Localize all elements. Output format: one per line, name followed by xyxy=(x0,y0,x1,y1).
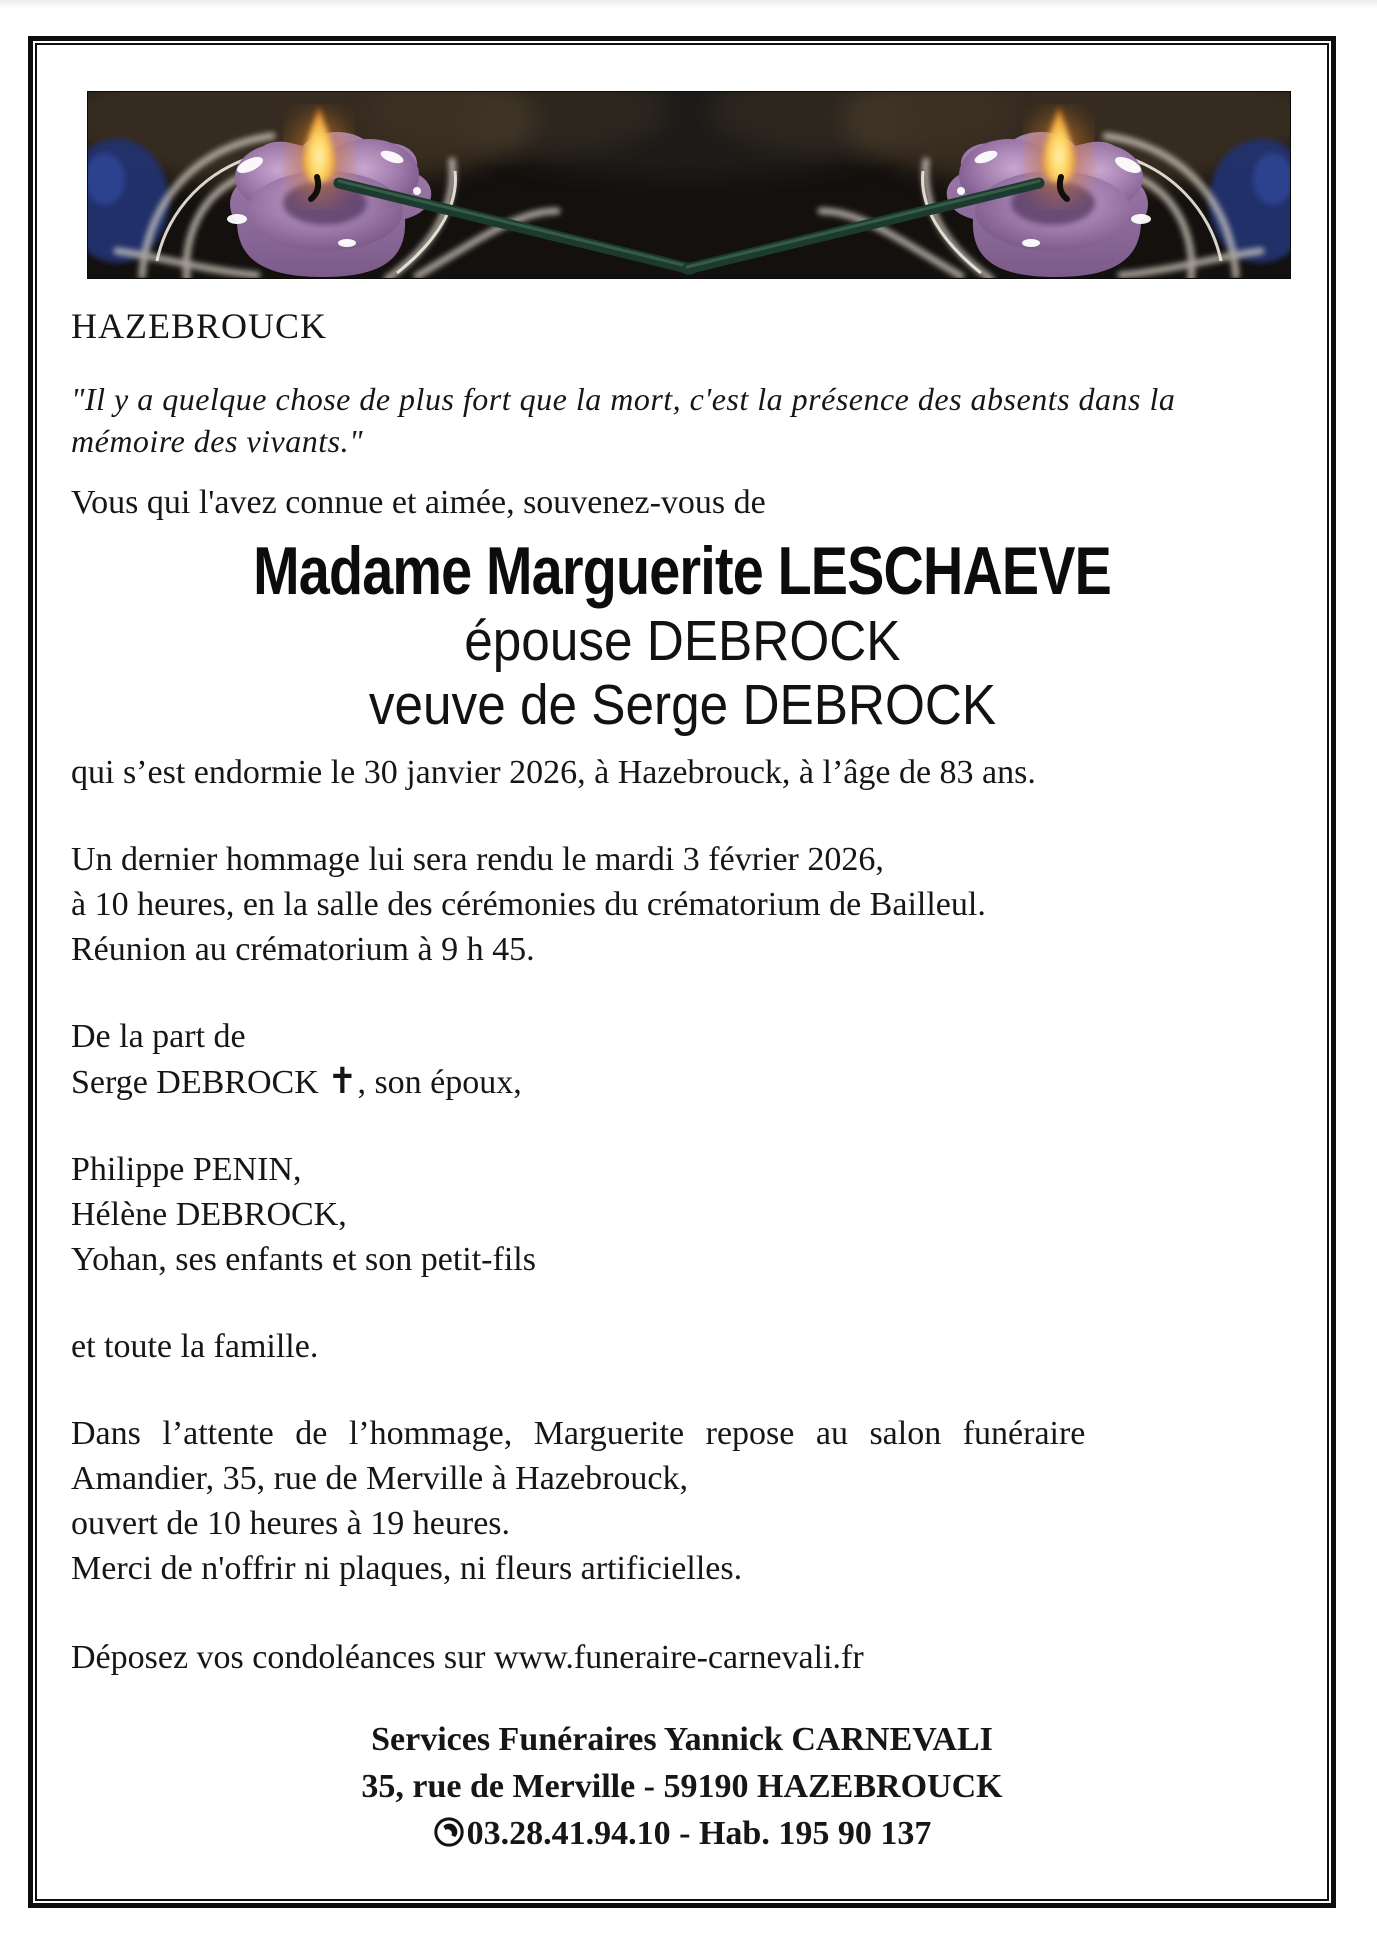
deceased-subtitle-2-text: veuve de Serge DEBROCK xyxy=(368,672,996,737)
quote-line1: "Il y a quelque chose de plus fort que la mort, c'est la présence des absents dans la xyxy=(71,381,1176,417)
scan-artifact-strip xyxy=(0,0,1377,8)
location-title: HAZEBROUCK xyxy=(71,306,328,346)
inner-border-frame xyxy=(35,43,1329,1901)
repose-line3: ouvert de 10 heures à 19 heures. xyxy=(71,1505,511,1543)
ceremony-line1: Un dernier hommage lui sera rendu le mardi 3 février 2026, xyxy=(71,841,884,879)
deceased-name-text: Madame Marguerite LESCHAEVE xyxy=(253,533,1111,610)
phone-icon xyxy=(433,1814,465,1861)
deceased-name xyxy=(71,534,1293,609)
death-details-line: qui s’est endormie le 30 janvier 2026, à Hazebrouck, à l’âge de 83 ans. xyxy=(71,754,1036,792)
ceremony-line2: à 10 heures, en la salle des cérémonies du crématorium de Bailleul. xyxy=(71,886,986,924)
repose-paragraph xyxy=(71,1411,1293,1591)
outer-border-frame xyxy=(28,36,1336,1908)
family-member-1: Philippe PENIN, xyxy=(71,1151,302,1189)
repose-line4: Merci de n'offrir ni plaques, ni fleurs artificielles. xyxy=(71,1550,743,1588)
spouse-name: Serge DEBROCK xyxy=(71,1064,328,1102)
repose-line2: Amandier, 35, rue de Merville à Hazebrouck, xyxy=(71,1460,688,1498)
spouse-suffix: , son époux, xyxy=(357,1064,522,1102)
repose-line1: Dans l’attente de l’hommage, Marguerite repose au salon funéraire xyxy=(71,1415,1086,1453)
candles-banner-image xyxy=(87,91,1291,279)
family-heading: De la part de xyxy=(71,1018,246,1056)
funeral-home-footer xyxy=(71,1716,1293,1861)
footer-phone-hab: 03.28.41.94.10 - Hab. 195 90 137 xyxy=(466,1815,932,1853)
footer-company: Services Funéraires Yannick CARNEVALI xyxy=(371,1721,993,1759)
family-members-paragraph xyxy=(71,1147,1293,1282)
condolences-line: Déposez vos condoléances sur www.funeraire-carnevali.fr xyxy=(71,1639,864,1677)
family-member-2: Hélène DEBROCK, xyxy=(71,1196,347,1234)
deceased-subtitle-1 xyxy=(71,608,1293,673)
family-heading-paragraph xyxy=(71,1014,1293,1105)
intro-line: Vous qui l'avez connue et aimée, souvenez-vous de xyxy=(71,484,766,522)
family-member-3: Yohan, ses enfants et son petit-fils xyxy=(71,1241,536,1279)
footer-address: 35, rue de Merville - 59190 HAZEBROUCK xyxy=(361,1768,1003,1806)
deceased-subtitle-2 xyxy=(71,672,1293,737)
ceremony-paragraph xyxy=(71,837,1293,972)
family-closing-line: et toute la famille. xyxy=(71,1328,319,1366)
memorial-quote xyxy=(71,379,1293,462)
ceremony-line3: Réunion au crématorium à 9 h 45. xyxy=(71,931,535,969)
cross-icon: ✝ xyxy=(327,1061,358,1103)
deceased-subtitle-1-text: épouse DEBROCK xyxy=(463,608,901,673)
quote-line2: mémoire des vivants." xyxy=(71,422,364,459)
